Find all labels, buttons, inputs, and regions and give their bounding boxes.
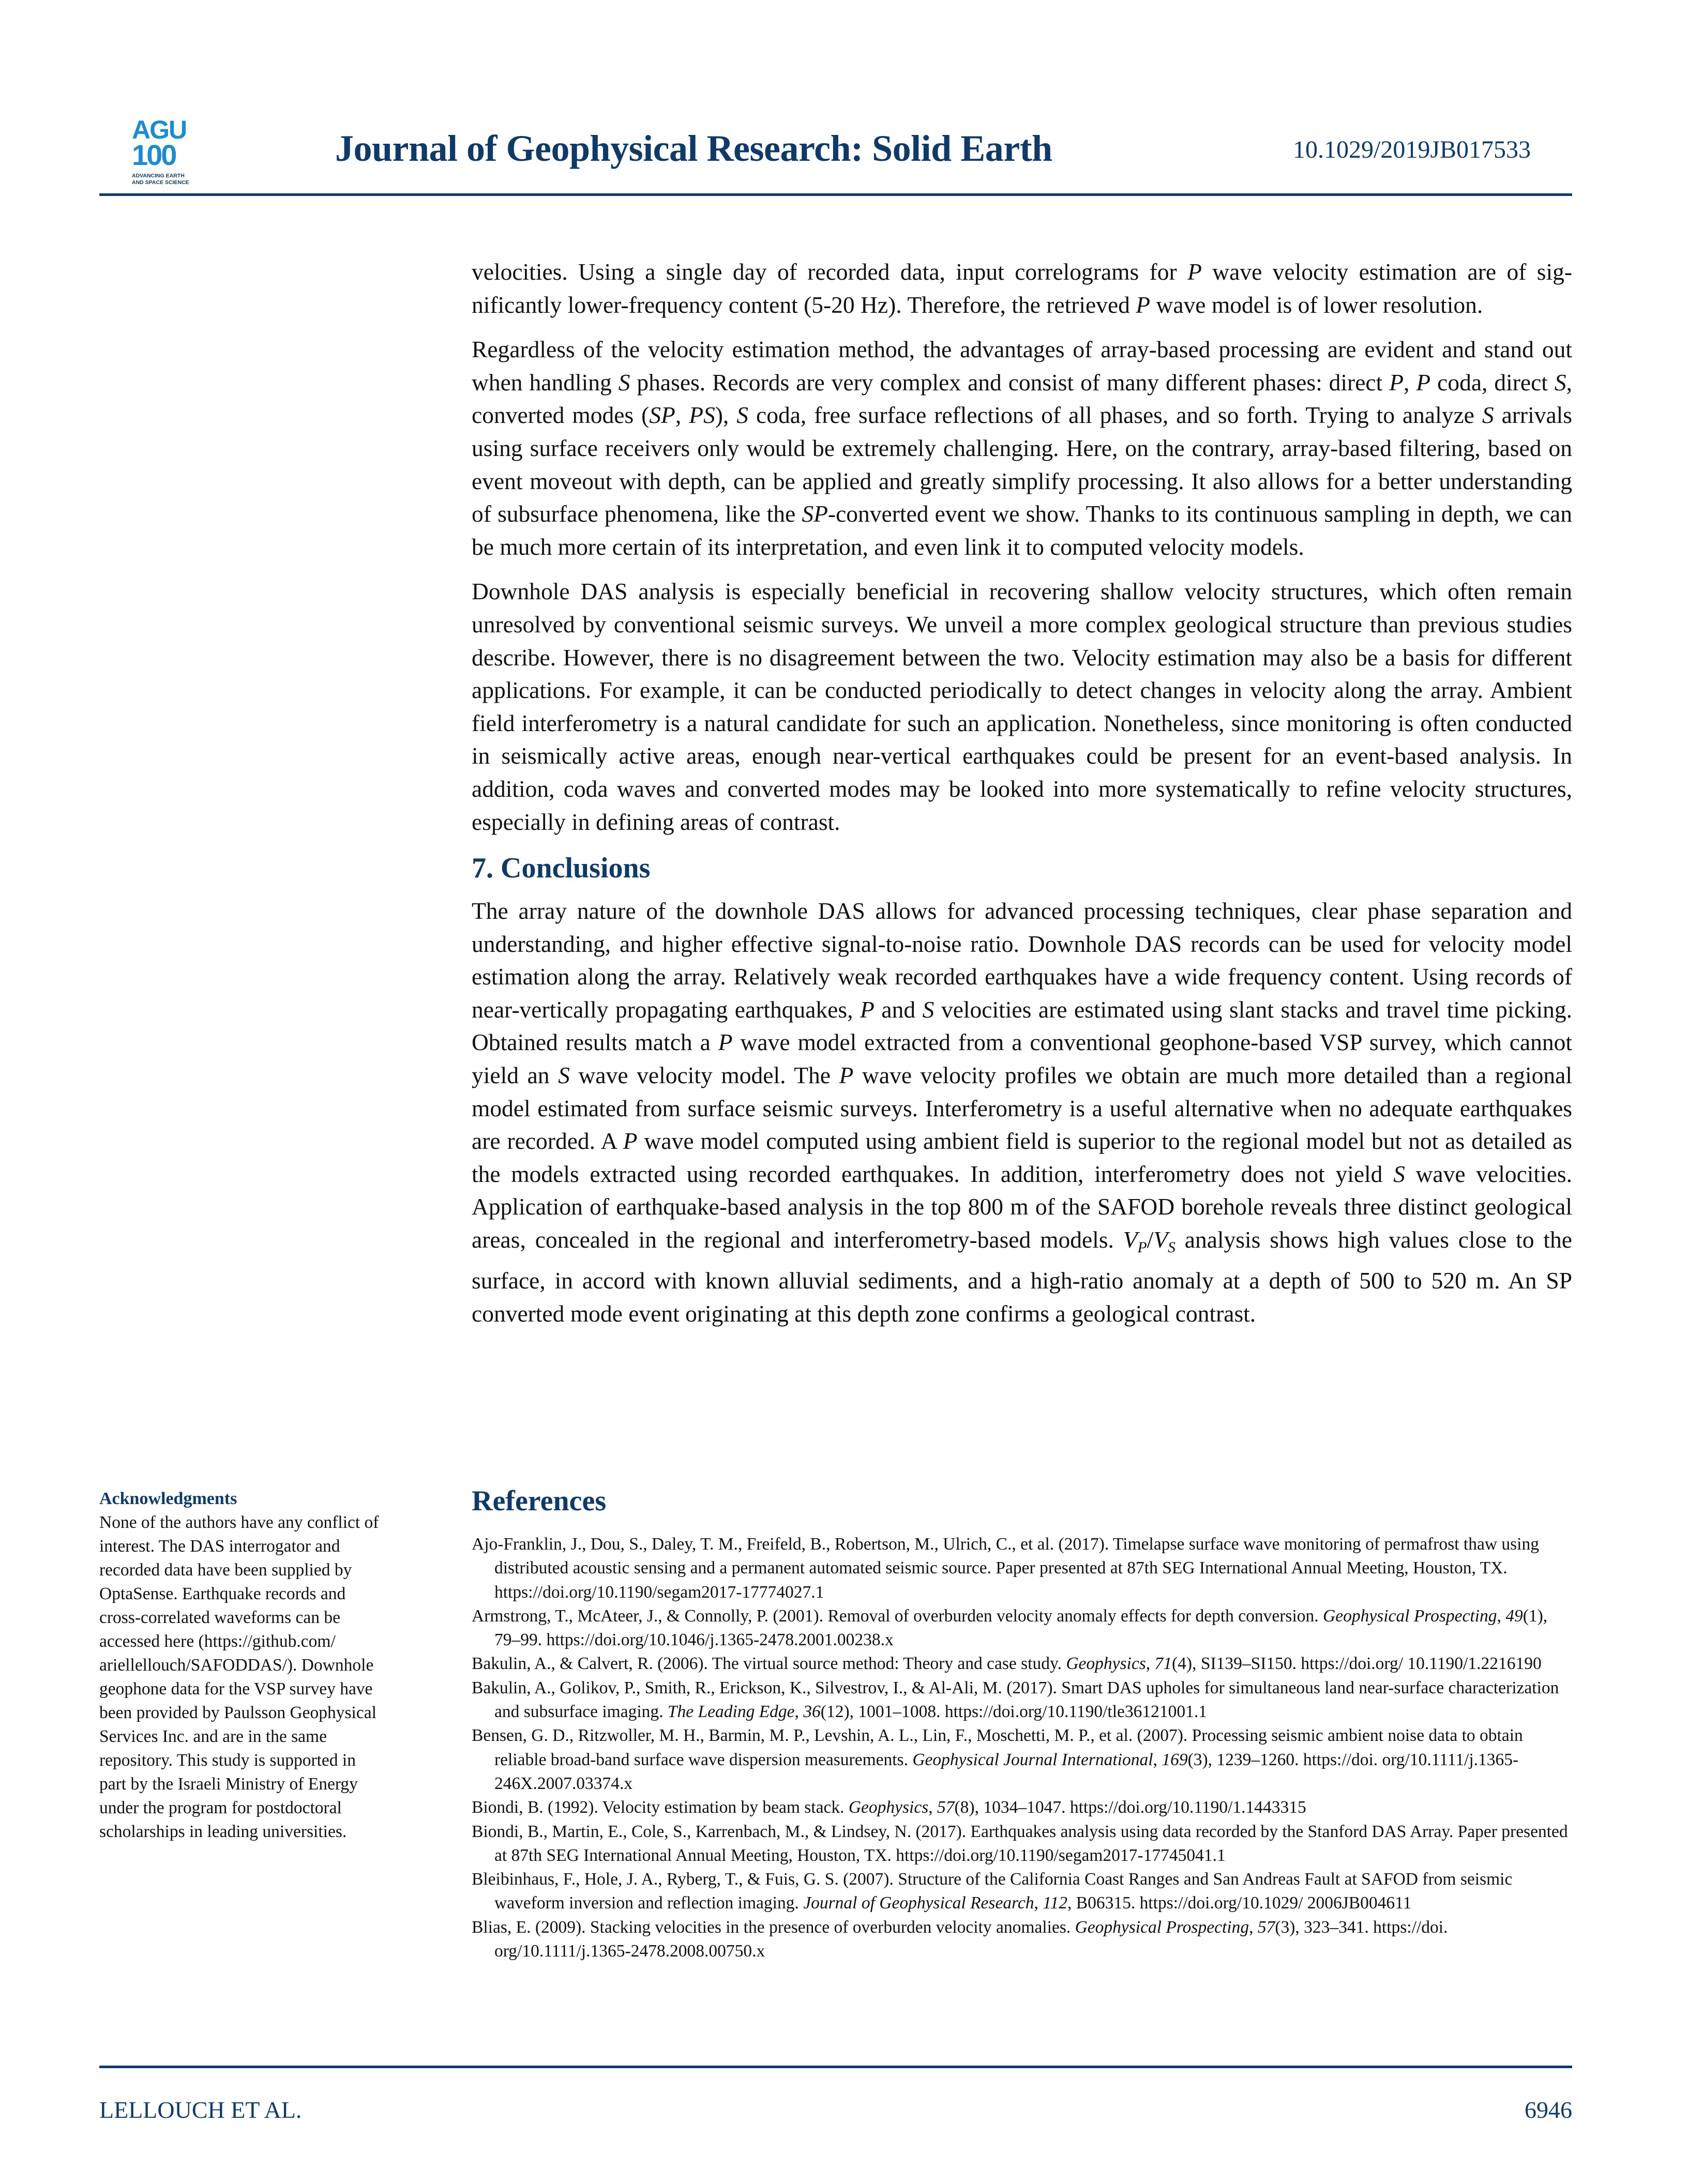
logo-100-text: 100 [132, 139, 176, 171]
reference-item[interactable]: Bleibinhaus, F., Hole, J. A., Ryberg, T., & Fuis, G. S. (2007). Structure of the California Coast Ranges and San Andreas Fault at SAFOD from seismic waveform inversion and reflection imaging. Journal of Geophysical Research, 112, B06315. https://doi.org/10.1029/ 2006JB004611 [472, 1870, 1513, 1913]
acknowledgments-line: ariellellouch/SAFODDAS/). Downhole [99, 1656, 374, 1675]
acknowledgments-line[interactable]: accessed here (https://github.com/ [99, 1632, 336, 1651]
header-divider [99, 193, 1572, 196]
logo-tagline [132, 173, 189, 186]
acknowledgments-line: interest. The DAS interrogator and [99, 1537, 340, 1556]
acknowledgments-text [99, 1511, 421, 1844]
acknowledgments-sidebar [99, 1487, 421, 1844]
reference-item[interactable]: Biondi, B., Martin, E., Cole, S., Karrenbach, M., & Lindsey, N. (2017). Earthquakes analysis using data recorded by the Stanford DAS Array. Paper presented at 87th SEG International Annual Meeting, Houston, TX. https://doi.org/10.1190/segam2017-17745041.1 [472, 1822, 1568, 1865]
body-paragraph-3: Downhole DAS analysis is especially beneficial in recovering shallow velocity structures, which often remain unresolved by conventional seismic surveys. We unveil a more complex geological structure than previous studies describe. However, there is no disagreement between the two. Velocity estimation may also be a basis for different applications. For example, it can be conducted periodically to detect changes in velocity along the array. Ambient field interferometry is a natural candidate for such an application. Nonetheless, since monitoring is often conducted in seismically active areas, enough near-vertical earthquakes could be present for an event-based analysis. In addition, coda waves and converted modes may be looked into more systematically to refine velocity structures, especially in defining areas of contrast. [472, 578, 1572, 835]
acknowledgments-line: geophone data for the VSP survey have [99, 1679, 373, 1698]
reference-item[interactable]: Bensen, G. D., Ritzwoller, M. H., Barmin, M. P., Levshin, A. L., Lin, F., Moschetti, M. P., et al. (2007). Processing seismic ambient noise data to obtain reliable broad-band surface wave dispersion measurements. Geophysical Journal International, 169(3), 1239–1260. https://doi. org/10.1111/j.1365-246X.2007.03374.x [472, 1726, 1523, 1793]
acknowledgments-line: cross-correlated waveforms can be [99, 1608, 340, 1627]
acknowledgments-line: scholarships in leading universities. [99, 1822, 347, 1841]
journal-title: Journal of Geophysical Research: Solid Earth [335, 128, 1052, 169]
section-heading-conclusions: 7. Conclusions [472, 852, 651, 885]
page-number: 6946 [1525, 2097, 1572, 2123]
logo-tagline-line-2: AND SPACE SCIENCE [132, 179, 189, 186]
body-paragraph-2: Regardless of the velocity estimation method, the advantages of array-based processing are evident and stand out when handling S phases. Records are very complex and consist of many different phases: direct P, P coda, direct S, converted modes (SP, PS), S coda, free surface reflections of all phases, and so forth. Trying to analyze S arrivals using surface receivers only would be extremely challenging. Here, on the contrary, array-based filtering, based on event moveout with depth, can be applied and greatly simplify processing. It also allows for a better understanding of subsurface phenomena, like the SP-converted event we show. Thanks to its continuous sampling in depth, we can be much more certain of its interpretation, and even link it to computed velocity models. [472, 336, 1573, 560]
acknowledgments-line: part by the Israeli Ministry of Energy [99, 1775, 358, 1794]
acknowledgments-line: None of the authors have any conflict of [99, 1513, 379, 1532]
acknowledgments-line: Services Inc. and are in the same [99, 1727, 327, 1746]
logo-tagline-line-1: ADVANCING EARTH [132, 173, 185, 179]
footer-divider [99, 2066, 1572, 2068]
acknowledgments-line: OptaSense. Earthquake records and [99, 1584, 346, 1603]
acknowledgments-heading: Acknowledgments [99, 1489, 237, 1508]
article-doi[interactable]: 10.1029/2019JB017533 [1293, 136, 1531, 163]
reference-item[interactable]: Ajo-Franklin, J., Dou, S., Daley, T. M., Freifeld, B., Robertson, M., Ulrich, C., et al. (2017). Timelapse surface wave monitoring of permafrost thaw using distributed acoustic sensing and a permanent automated seismic source. Paper presented at 87th SEG International Annual Meeting, Houston, TX. https://doi.org/10.1190/segam2017-17774027.1 [472, 1535, 1539, 1602]
acknowledgments-line: under the program for postdoctoral [99, 1798, 342, 1817]
reference-list [472, 1533, 1572, 1963]
body-paragraph-1: velocities. Using a single day of recorded data, input correlograms for P wave velocity estimation are of significantly lower-frequency content (5-20 Hz). Therefore, the retrieved P wave model is of lower resolution. [472, 259, 1573, 318]
section-heading-references: References [472, 1485, 607, 1517]
reference-item[interactable]: Bakulin, A., & Calvert, R. (2006). The virtual source method: Theory and case study. Geophysics, 71(4), SI139–SI150. https://doi.org/ 10.1190/1.2216190 [472, 1654, 1542, 1674]
reference-item[interactable]: Biondi, B. (1992). Velocity estimation by beam stack. Geophysics, 57(8), 1034–1047. https://doi.org/10.1190/1.1443315 [472, 1798, 1306, 1817]
acknowledgments-line: recorded data have been supplied by [99, 1560, 352, 1580]
reference-item[interactable]: Blias, E. (2009). Stacking velocities in the presence of overburden velocity anomalies. Geophysical Prospecting, 57(3), 323–341. https://doi. org/10.1111/j.1365-2478.2008.00750.x [472, 1917, 1448, 1961]
reference-item[interactable]: Bakulin, A., Golikov, P., Smith, R., Erickson, K., Silvestrov, I., & Al-Ali, M. (2017). Smart DAS upholes for simultaneous land near-surface characterization and subsurface imaging. The Leading Edge, 36(12), 1001–1008. https://doi.org/10.1190/tle36121001.1 [472, 1678, 1559, 1722]
main-column [472, 255, 1572, 1342]
footer-authors: LELLOUCH ET AL. [99, 2097, 302, 2123]
acknowledgments-line: been provided by Paulsson Geophysical [99, 1703, 376, 1722]
agu-logo [132, 115, 197, 190]
reference-item[interactable]: Armstrong, T., McAteer, J., & Connolly, P. (2001). Removal of overburden velocity anomaly effects for depth conversion. Geophysical Prospecting, 49(1), 79–99. https://doi.org/10.1046/j.1365-2478.2001.00238.x [472, 1606, 1548, 1650]
acknowledgments-line: repository. This study is supported in [99, 1751, 356, 1770]
conclusions-paragraph: The array nature of the downhole DAS allows for advanced processing techniques, clear phase separation and understanding, and higher effective signal-to-noise ratio. Downhole DAS records can be used for velocity model estimation along the array. Relatively weak recorded earthquakes have a wide frequency content. Using records of near-vertically propagating earthquakes, P and S velocities are estimated using slant stacks and travel time picking. Obtained results match a P wave model extracted from a conventional geophone-based VSP survey, which cannot yield an S wave velocity model. The P wave velocity profiles we obtain are much more detailed than a regional model estimated from surface seismic surveys. Interferometry is a useful alternative when no adequate earthquakes are recorded. A P wave model computed using ambient field is superior to the regional model but not as detailed as the models extracted using recorded earthquakes. In addition, interferometry does not yield S wave velocities. Application of earthquake-based analysis in the top 800 m of the SAFOD borehole reveals three distinct geological areas, concealed in the regional and interferometry-based models. $V_P/V_S$ analysis shows high values close to the surface, in accord with known alluvial sediments, and a high-ratio anomaly at a depth of 500 to 520 m. An SP converted mode event originating at this depth zone confirms a geological contrast. [472, 898, 1572, 1327]
logo-agu-text: AGU [132, 115, 187, 144]
